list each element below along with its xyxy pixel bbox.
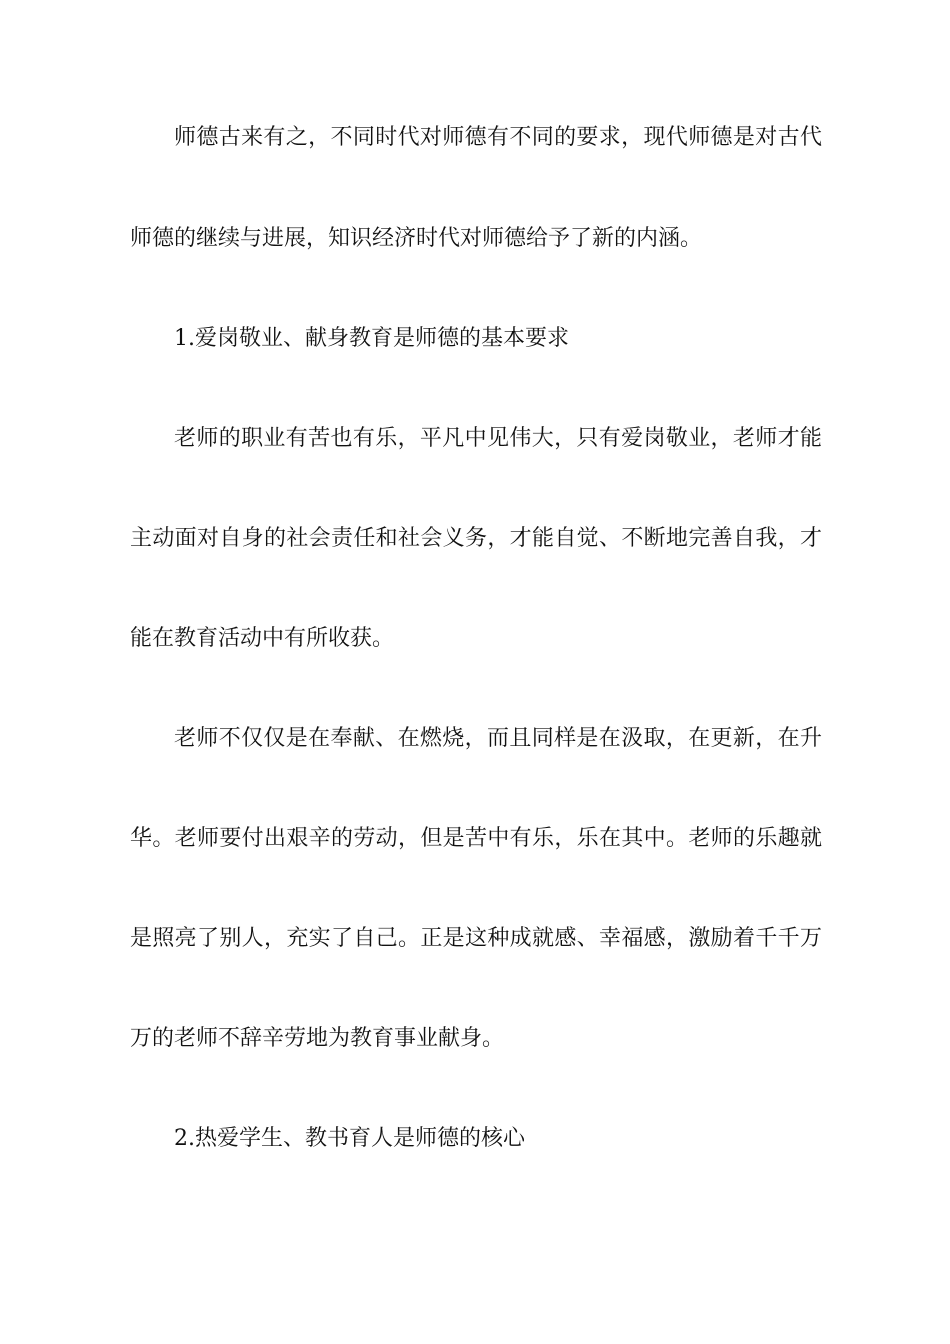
section-heading: 2.热爱学生、教书育人是师德的核心 xyxy=(174,1126,525,1151)
paragraph-line: 华。老师要付出艰辛的劳动，但是苦中有乐，乐在其中。老师的乐趣就 xyxy=(130,826,822,851)
section-heading: 1.爱岗敬业、献身教育是师德的基本要求 xyxy=(174,326,569,351)
paragraph-line: 能在教育活动中有所收获。 xyxy=(130,626,395,651)
paragraph-line: 是照亮了别人，充实了自己。正是这种成就感、幸福感，激励着千千万 xyxy=(130,926,822,951)
paragraph-line: 老师不仅仅是在奉献、在燃烧，而且同样是在汲取，在更新，在升 xyxy=(174,726,822,751)
paragraph-line: 主动面对自身的社会责任和社会义务，才能自觉、不断地完善自我，才 xyxy=(130,526,822,551)
paragraph-line: 万的老师不辞辛劳地为教育事业献身。 xyxy=(130,1026,505,1051)
paragraph-line: 师德古来有之，不同时代对师德有不同的要求，现代师德是对古代 xyxy=(174,125,822,150)
paragraph-line: 师德的继续与进展，知识经济时代对师德给予了新的内涵。 xyxy=(130,226,703,251)
paragraph-line: 老师的职业有苦也有乐，平凡中见伟大，只有爱岗敬业，老师才能 xyxy=(174,426,822,451)
